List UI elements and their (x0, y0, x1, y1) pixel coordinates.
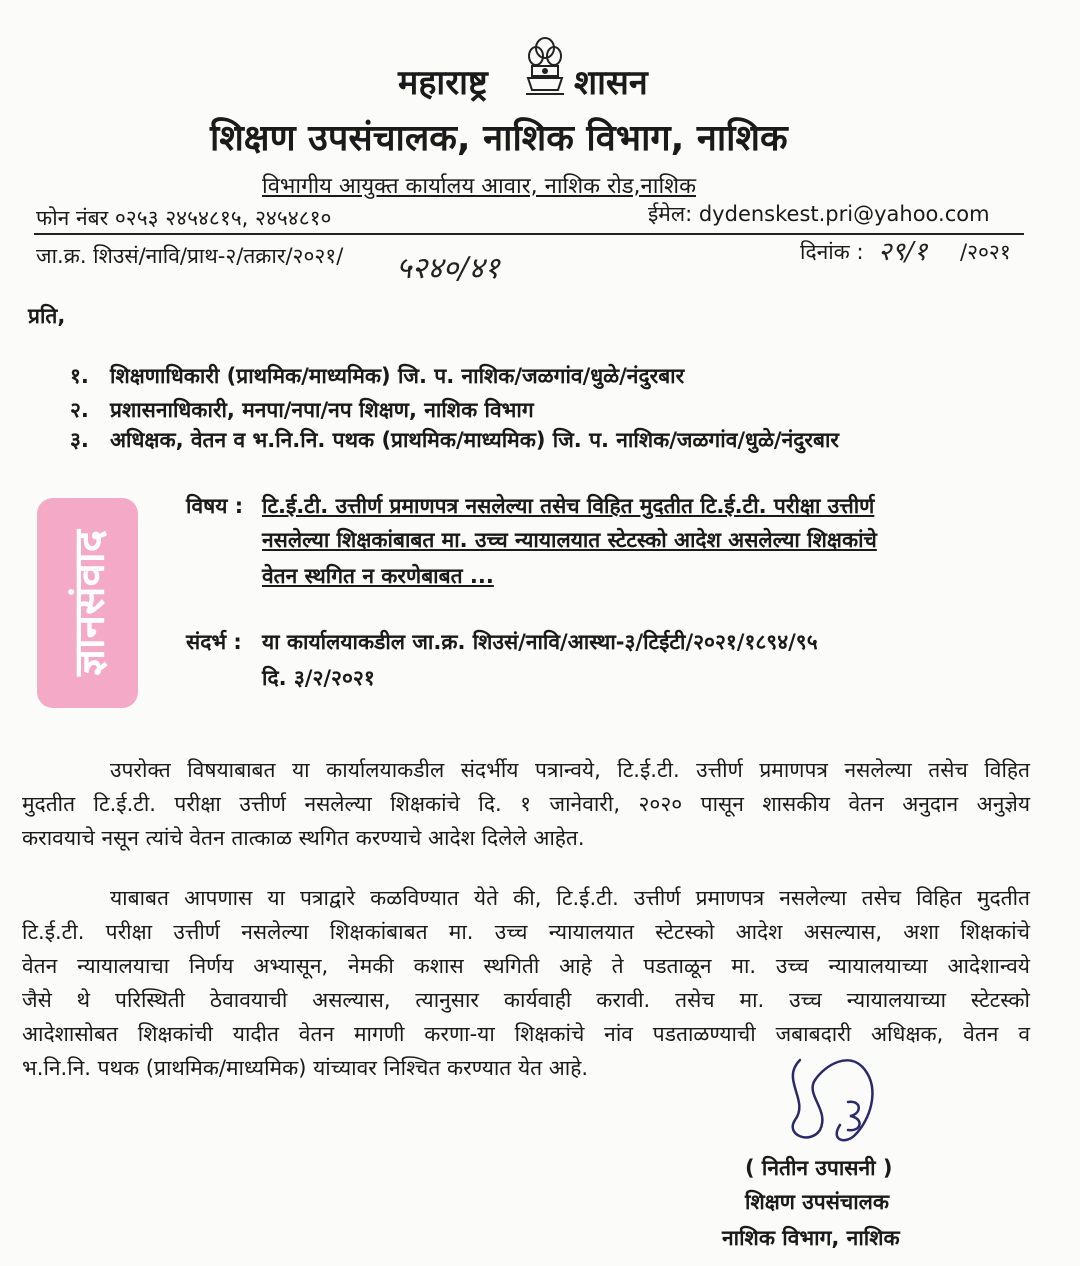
paragraph-line: वेतन न्यायालयाचा निर्णय अभ्यासून, नेमकी कशास स्थगिती आहे ते पडताळून मा. उच्च न्यायालयाच्या आदेशान्वये (22, 954, 1030, 978)
subject-line: टि.ई.टी. उत्तीर्ण प्रमाणपत्र नसलेल्या तसेच विहित मुदतीत टि.ई.टी. परीक्षा उत्तीर्ण (262, 494, 875, 518)
signature-scribble (770, 1040, 900, 1170)
subject-label: विषय : (186, 494, 244, 518)
reference-number: जा.क्र. शिउसं/नावि/प्राथ-२/तक्रार/२०२१/ (36, 244, 344, 268)
signatory-name: ( नितीन उपासनी ) (745, 1156, 893, 1180)
paragraph-line: टि.ई.टी. परीक्षा उत्तीर्ण नसलेल्या शिक्षकांबाबत मा. उच्च न्यायालयात स्टेटस्को आदेश असल्यास, अशा शिक्षकांचे (22, 920, 1030, 944)
office-address: विभागीय आयुक्त कार्यालय आवार, नाशिक रोड,नाशिक (262, 174, 696, 199)
paragraph-line: करावयाचे नसून त्यांचे वेतन तात्काळ स्थगित करण्याचे आदेश दिलेले आहेत. (22, 826, 585, 850)
paragraph-line: याबाबत आपणास या पत्राद्वारे कळविण्यात येते की, टि.ई.टी. उत्तीर्ण प्रमाणपत्र नसलेल्या तसेच विहित मुदतीत (110, 886, 1030, 910)
signatory-office: नाशिक विभाग, नाशिक (722, 1226, 900, 1250)
paragraph-line: जैसे थे परिस्थिती ठेवावयाची असल्यास, त्यानुसार कार्यवाही करावी. तसेच मा. उच्च न्यायालयाच्या स्टेटस्को (22, 988, 1030, 1012)
date-handwritten: २९/१ (878, 237, 928, 267)
email-address: ईमेल: dydenskest.pri@yahoo.com (648, 202, 990, 226)
state-emblem-icon (522, 34, 568, 100)
reference-line: या कार्यालयाकडील जा.क्र. शिउसं/नावि/आस्था-३/टिईटी/२०२१/१८९४/९५ (262, 630, 818, 654)
header-line1-left: महाराष्ट्र (398, 63, 488, 103)
date-label: दिनांक : (800, 240, 864, 264)
signatory-designation: शिक्षण उपसंचालक (745, 1190, 890, 1214)
paragraph-line: उपरोक्त विषयाबाबत या कार्यालयाकडील संदर्भीय पत्रान्वये, टि.ई.टी. उत्तीर्ण प्रमाणपत्र नसलेल्या तसेच विहित (110, 758, 1030, 782)
subject-line: वेतन स्थगित न करणेबाबत ... (262, 564, 494, 588)
phone-numbers: फोन नंबर ०२५३ २४५४८१५, २४५४८१० (36, 206, 332, 230)
watermark-text: ज्ञानसंवाद (64, 529, 113, 677)
reference-label: संदर्भ : (186, 630, 242, 654)
paragraph-line: आदेशासोबत शिक्षकांची यादीत वेतन मागणी करणा-या शिक्षकांचे नांव पडताळण्याची जबाबदारी अधिक्षक, वेतन व (22, 1022, 1030, 1046)
recipient-text: प्रशासनाधिकारी, मनपा/नपा/नप शिक्षण, नाशिक विभाग (110, 398, 534, 422)
recipient-text: अधिक्षक, वेतन व भ.नि.नि. पथक (प्राथमिक/माध्यमिक) जि. प. नाशिक/जळगांव/धुळे/नंदुरबार (110, 428, 840, 452)
paragraph-line: भ.नि.नि. पथक (प्राथमिक/माध्यमिक) यांच्यावर निश्चित करण्यात येत आहे. (22, 1056, 589, 1080)
recipient-text: शिक्षणाधिकारी (प्राथमिक/माध्यमिक) जि. प. नाशिक/जळगांव/धुळे/नंदुरबार (110, 364, 685, 388)
subject-line: नसलेल्या शिक्षकांबाबत मा. उच्च न्यायालयात स्टेटस्को आदेश असलेल्या शिक्षकांचे (262, 528, 877, 552)
reference-line: दि. ३/२/२०२१ (262, 666, 375, 690)
office-title: शिक्षण उपसंचालक, नाशिक विभाग, नाशिक (210, 118, 788, 159)
header-line1-right: शासन (574, 63, 648, 103)
recipient-number: ३. (70, 428, 89, 452)
watermark-badge (37, 498, 138, 708)
reference-number-handwritten: ५२४०/४१ (396, 251, 500, 286)
recipient-number: २. (70, 398, 89, 422)
date-year: /२०२१ (960, 240, 1011, 264)
header-rule (34, 233, 1024, 235)
paragraph-line: मुदतीत टि.ई.टी. परीक्षा उत्तीर्ण नसलेल्या शिक्षकांचे दि. १ जानेवारी, २०२० पासून शासकीय वेतन अनुदान अनुज्ञेय (22, 792, 1030, 816)
to-label: प्रति, (28, 304, 66, 328)
recipient-number: १. (70, 364, 89, 388)
